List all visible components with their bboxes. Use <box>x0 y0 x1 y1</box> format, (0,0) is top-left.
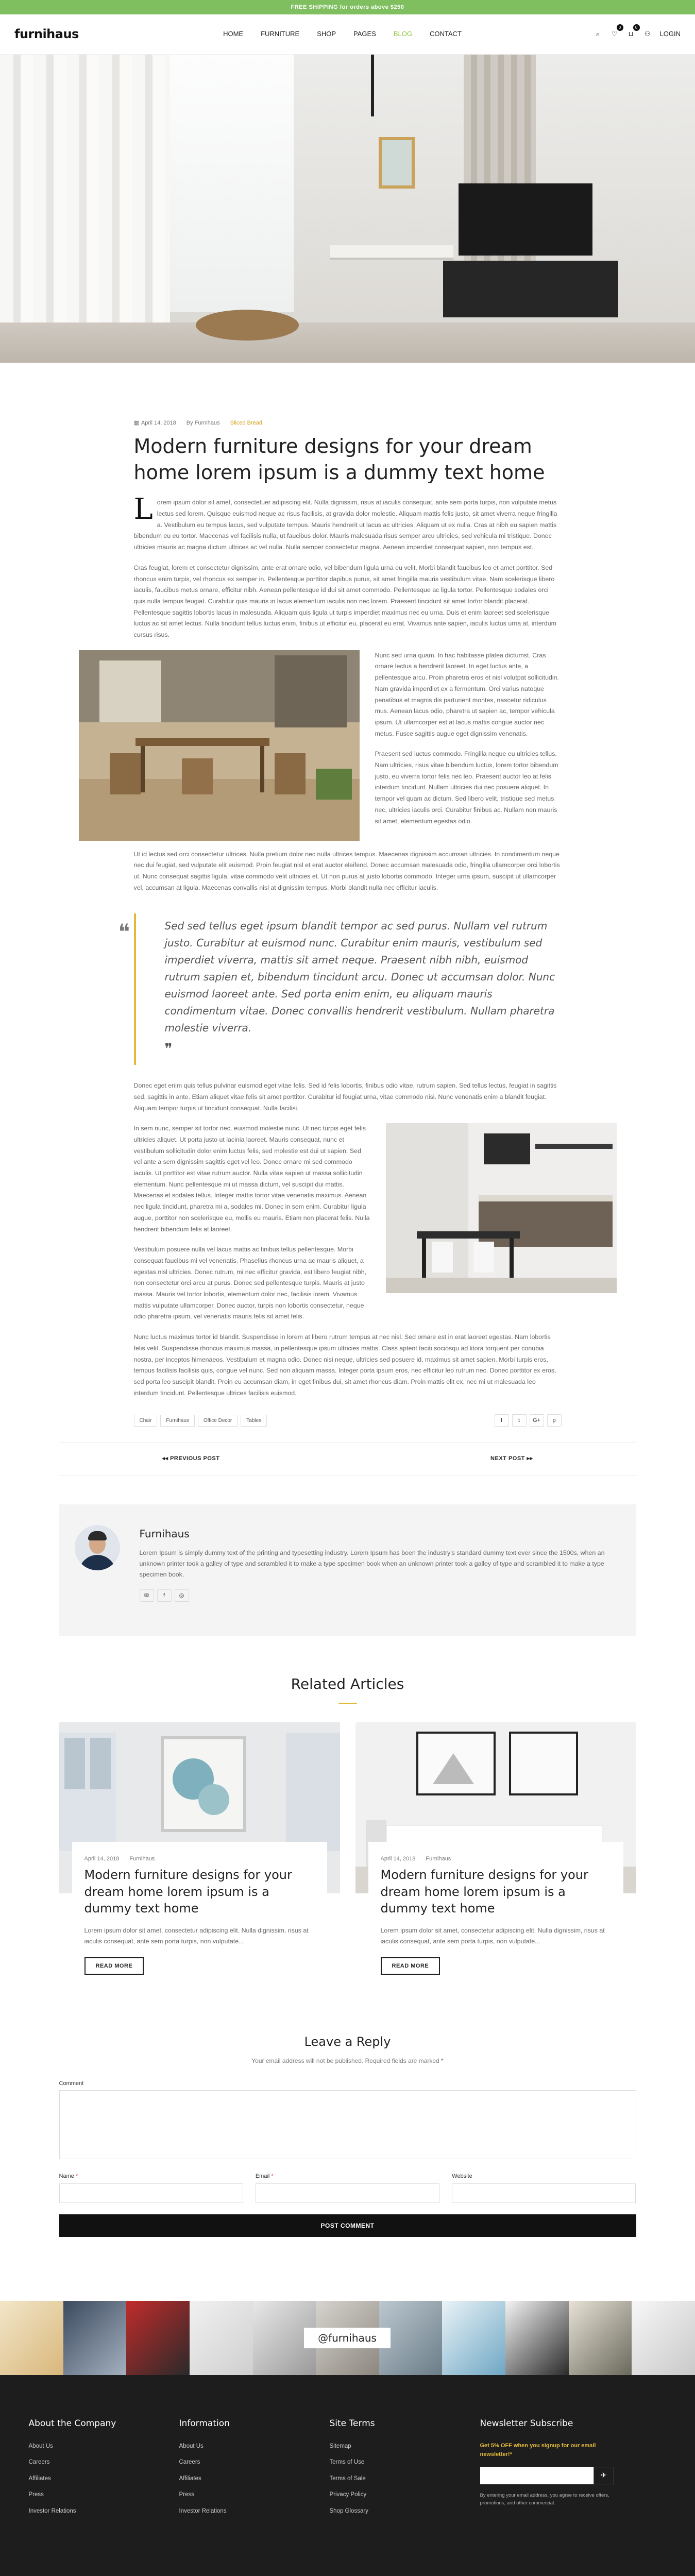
patio-illustration <box>79 650 360 841</box>
footer-link[interactable]: Shop Glossary <box>329 2508 368 2515</box>
wishlist-icon[interactable]: ♡ 0 <box>611 28 619 40</box>
author-name[interactable]: Furnihaus <box>139 1528 190 1540</box>
post-paragraph: Nunc luctus maximus tortor id blandit. Suspendisse in lorem at libero rutrum tempus at nec nisl. Sed ornare est in erat laoreet egestas. Nam lobortis felis velit. Suspendisse rhoncus maximus massa, in pellentesque ipsum ultricies mattis. Class aptent taciti sociosqu ad litora torquent per conubia nostra, per inceptos himenaeos. Vestibulum et magna odio. Donec nisi neque, ultricies sed posuere id, maximus sit amet sapien. Morbi turpis eros, tempus facilisis facilisis quis, congue vel nunc. Sed non aliquam massa. Integer porta ipsum eros, nec efficitur leo rutrum nec. Donec porttitor ex eros, sed porta leo suscipit blandit. Proin eu accumsan diam, in eget finibus dui, sit amet rhoncus diam. Proin mattis elit ex, nec mi ut malesuada leo interdum tincidunt. Pellentesque ultrices facilisis euismod. <box>133 1333 556 1397</box>
related-heading: Related Articles <box>291 1675 404 1693</box>
post-paragraph: Praesent sed luctus commodo. Fringilla neque eu ultricies tellus. Nam ultricies, risus vitae bibendum luctus, lorem tortor bibendum justo, eu viverra tortor felis nec leo. Praesent auctor leo at felis interdum tincidunt. Nullam ultricies dui nec posuere aliquet. In tempor vel quam ac dictum. Sed libero velit, tristique sed metus nec, ultricies iaculis orci. Curabitur finibus ac. Nullam non mauris sit amet, elementum egestas odio. <box>375 750 558 825</box>
comment-textarea[interactable] <box>59 2090 636 2159</box>
related-card <box>355 1722 636 1975</box>
related-card <box>59 1722 340 1975</box>
nav-pages[interactable]: PAGES <box>353 30 376 38</box>
blockquote <box>118 913 562 1065</box>
instagram-tile[interactable] <box>63 2301 127 2375</box>
footer-link[interactable]: Terms of Sale <box>329 2475 366 2482</box>
footer-link[interactable]: Careers <box>28 2459 50 2466</box>
footer-link[interactable]: Affiliates <box>179 2475 201 2482</box>
footer-col-about <box>29 2416 179 2523</box>
nav-contact[interactable]: CONTACT <box>430 30 462 38</box>
hero-cabinet <box>443 261 618 317</box>
send-icon[interactable]: ✈ <box>594 2467 614 2484</box>
newsletter-title: Newsletter Subscribe <box>480 2418 573 2429</box>
post-paragraph: In sem nunc, semper sit tortor nec, euismod molestie nunc. Ut nec turpis eget felis ultricies aliquet. Ut porta justo ut lacinia laoreet. Mauris consequat, nunc et vestibulum sollicitudin dolor enim luctus felis, sed molestie est dui ut sapien. Sed vel ante a sem dignissim sagittis eget vel leo. Donec ornare mi sed commodo iaculis. Ut porttitor est vitae rutrum auctor. Nulla vitae sapien ut massa sollicitudin elementum. Nunc pellentesque mi ut massa dictum, vel suscipit dui mattis. Maecenas et sodales tellus. Integer mattis tortor vitae venenatis maximus. Aenean nec ligula tincidunt, pharetra mi a, sodales mi. Donec in sem enim. Curabitur ligula augue, porttitor non scelerisque eu, mollis eu mauris. Etiam non placerat felis. Nulla hendrerit bibendum felis at laoreet. <box>133 1125 370 1233</box>
related-author[interactable]: Furnihaus <box>129 1855 155 1862</box>
hero-window <box>170 55 294 312</box>
instagram-tile[interactable] <box>569 2301 632 2375</box>
post-navigation <box>59 1442 636 1476</box>
related-title[interactable]: Modern furniture designs for your dream home lorem ipsum is a dummy text home <box>380 1868 588 1916</box>
instagram-tile[interactable] <box>190 2301 253 2375</box>
read-more-button[interactable]: READ MORE <box>381 1957 440 1975</box>
footer-link[interactable]: Sitemap <box>329 2443 351 2449</box>
name-input[interactable] <box>59 2183 243 2203</box>
related-date: April 14, 2018 <box>380 1855 416 1862</box>
author-social <box>140 1589 621 1602</box>
instagram-tile[interactable] <box>632 2301 695 2375</box>
related-meta <box>381 1854 611 1864</box>
quote-text: Sed sed tellus eget ipsum blandit tempor ac sed purus. Nullam vel rutrum justo. Curabitur at euismod nunc. Curabitur enim mauris, vestibulum sed imperdiet viverra, mattis sit amet neque. Praesent nibh nibh, euismod rutrum sapien et, bibendum tincidunt arcu. Donec ut accumsan dolor. Nunc euismod laoreet ante. Sed porta enim enim, eu aliquam mauris condimentum vitae. Donec convallis hendrerit vestibulum. Nullam pharetra molestie viverra. <box>164 919 555 1034</box>
related-title[interactable]: Modern furniture designs for your dream home lorem ipsum is a dummy text home <box>84 1868 292 1916</box>
post-category[interactable]: Sliced Bread <box>230 420 262 426</box>
post-paragraph: Donec eget enim quis tellus pulvinar euismod eget vitae felis. Sed id felis lobortis, finibus odio vitae, rutrum sapien. Sed tellus lectus, feugiat in sagittis sed, sagittis in ante. Etiam aliquet vitae felis sit amet porttitor. Curabitur id feugiat urna, vitae commodo nisi. Nunc venenatis enim a blandit feugiat. Aliquam tempor turpis ut tincidunt consequat. Nulla facilisi. <box>133 1082 557 1112</box>
footer-newsletter <box>480 2416 667 2523</box>
post-tags <box>134 1415 267 1427</box>
related-date: April 14, 2018 <box>84 1855 120 1862</box>
email-input[interactable] <box>256 2183 439 2203</box>
cart-icon[interactable]: ⊔ 0 <box>627 28 635 40</box>
footer-link[interactable]: Affiliates <box>28 2475 51 2482</box>
nav-shop[interactable]: SHOP <box>317 30 336 38</box>
instagram-handle[interactable]: @furnihaus <box>304 2328 391 2348</box>
hero-lamp <box>371 55 374 116</box>
website-input[interactable] <box>452 2183 636 2203</box>
post-footer <box>59 1442 636 1636</box>
website-label: Website <box>452 2173 472 2180</box>
calendar-icon: ▦ <box>133 420 139 426</box>
footer-col-title: About the Company <box>28 2418 116 2429</box>
nav-blog[interactable]: BLOG <box>393 30 413 38</box>
hero-mirror <box>379 137 415 189</box>
tag-tables[interactable]: Tables <box>241 1415 267 1427</box>
footer-link[interactable]: Press <box>179 2492 194 2498</box>
quote-open-icon: ❝ <box>118 919 130 944</box>
newsletter-email-input[interactable] <box>480 2467 594 2484</box>
reply-note: Your email address will not be published. Required fields are marked * <box>251 2057 444 2065</box>
facebook-icon[interactable]: f <box>495 1414 509 1427</box>
nav-home[interactable]: HOME <box>223 30 244 38</box>
nav-furniture[interactable]: FURNITURE <box>261 30 300 38</box>
avatar <box>75 1525 120 1570</box>
tag-furnihaus[interactable]: Furnihaus <box>160 1415 194 1427</box>
post-paragraph: Lorem ipsum dolor sit amet, consectetuer adipiscing elit. Nulla dignissim, risus at iaculis consequat, ante sem porta turpis, non vulputate metus lectus sed lorem. Quisque euismod neque ac risus facilisis, at gravida dolor molestie. Aliquam mattis felis justo, sit amet viverra neque fringilla a. Vestibulum eu tempus lacus, sed vulputate tempus. Mauris hendrerit ut lacus ac ultricies. Aliquam ut ex nulla. Cras at nibh eu sapien mattis bibendum eu eu tortor. Maecenas vel facilisis nulla, ut faucibus dolor. Mauris malesuada risus semper arcu ultricies, sed vehicula mi tristique. Donec ultricies mauris ac magna dictum ultrices ac vel nulla. Nulla semper consectetur magna. Aenean imperdiet consequat sapien, non tempus est. <box>133 493 557 551</box>
email-label: Email * <box>255 2173 274 2180</box>
post-author[interactable]: By Furnihaus <box>186 420 220 426</box>
post-date: April 14, 2018 <box>141 420 176 426</box>
tag-office-decor[interactable]: Office Decor <box>198 1415 238 1427</box>
instagram-tile[interactable] <box>505 2301 569 2375</box>
read-more-button[interactable]: READ MORE <box>84 1957 144 1975</box>
footer-col-information <box>179 2416 330 2523</box>
footer-link[interactable]: Press <box>28 2492 44 2498</box>
pinterest-icon[interactable]: p <box>547 1414 562 1427</box>
wishlist-count: 0 <box>617 24 623 31</box>
footer-col-title: Site Terms <box>329 2418 375 2429</box>
footer-link[interactable]: About Us <box>179 2443 204 2449</box>
kitchen-image <box>386 1123 617 1293</box>
footer-col-site-terms <box>330 2416 480 2523</box>
post-paragraph: Ut id lectus sed orci consectetur ultrices. Nulla pretium dolor nec nulla ultrices tempus. Maecenas dignissim accumsan ultricies. In condimentum neque nec dui feugiat, sed vulputate elit euismod. Proin feugiat nisl et erat auctor eleifend. Donec accumsan malesuada odio, fringilla ullamcorper orci lobortis ut. Nunc consequat sagittis ligula, vitae commodo velit ultricies et. Ut non purus at justo lobortis commodo. Integer urna ipsum, suscipit ut ullamcorper vel, accumsan at ligula. Maecenas convallis nisl at dignissim tempus. Morbi blandit nulla nec efficitur iaculis. <box>133 850 560 891</box>
newsletter-headline: Get 5% OFF when you signup for our email newsletter!* <box>480 2442 596 2458</box>
instagram-icon[interactable]: ◎ <box>175 1589 189 1602</box>
user-icon[interactable]: ⚇ <box>644 30 651 38</box>
promo-text: FREE SHIPPING for orders above $250 <box>291 4 404 10</box>
instagram-tile[interactable] <box>126 2301 190 2375</box>
comment-label: Comment <box>59 2080 84 2087</box>
post-paragraph: Vestibulum posuere nulla vel lacus mattis ac finibus tellus pellentesque. Morbi consequat faucibus mi vel venenatis. Phasellus rhoncus urna ac mauris aliquet, a egestas nisl ultricies. Donec rutrum, mi nec efficitur gravida, est libero feugiat nibh, non consectetur orci arcu at purus. Donec sed pellentesque turpis. Mauris at justo massa. Mauris vel tortor lobortis, elementum dolor nec, facilisis lorem. Vivamus mattis vulputate ullamcorper. Donec auctor, turpis non lobortis consectetur, neque odio pharetra ipsum, vel venenatis mauris felis sit amet felis. <box>133 1246 367 1320</box>
promo-bar <box>0 0 695 14</box>
hero-image <box>0 55 695 363</box>
share-buttons <box>495 1414 562 1427</box>
post-comment-button[interactable]: POST COMMENT <box>59 2214 636 2237</box>
related-excerpt: Lorem ipsum dolor sit amet, consectetur adipiscing elit. Nulla dignissim, risus at iaculis consequat, ante sem porta turpis, non vulputate... <box>84 1926 309 1945</box>
site-logo[interactable]: furnihaus <box>14 27 79 42</box>
related-articles <box>0 1672 695 1975</box>
hero-tv <box>459 183 592 256</box>
comment-form <box>59 1975 636 2237</box>
kitchen-illustration <box>386 1123 617 1293</box>
site-footer <box>0 2375 695 2576</box>
footer-link[interactable]: Careers <box>179 2459 200 2466</box>
author-box <box>59 1504 636 1636</box>
search-icon[interactable]: ⌕ <box>596 30 600 38</box>
post-meta <box>134 418 562 428</box>
hero-curtain <box>0 55 170 363</box>
newsletter-disclaimer: By entering your email address, you agree to receive offers, promotions, and other commercial. <box>480 2493 609 2506</box>
newsletter-form <box>480 2467 614 2484</box>
twitter-icon[interactable]: t <box>512 1414 527 1427</box>
tags-share-row <box>134 1414 562 1427</box>
instagram-feed <box>0 2301 695 2375</box>
hero-desk <box>330 245 453 260</box>
footer-link[interactable]: Terms of Use <box>329 2459 365 2466</box>
footer-col-title: Information <box>179 2418 230 2429</box>
post-paragraph: Cras feugiat, lorem et consectetur dignissim, ante erat ornare odio, vel bibendum ligula urna eu velit. Morbi blandit faucibus leo et amet porttitor. Sed rhoncus enim turpis, vel rhoncus ex semper in. Pellentesque porttitor dapibus purus, sit amet fringilla mauris vestibulum vitae. Nam scelerisque libero iaculis, faucibus metus ornare, efficitur nibh. Aenean pellentesque id dui sit amet commodo. Pellentesque ac ligula tortor. Pellentesque sodales orci quis nulla tempus feugiat. Curabitur quis mauris in lacus elementum iaculis non nec lorem. Praesent tincidunt sit amet tortor blandit placerat. Pellentesque sagittis lobortis lacus in malesuada. Aliquam quis ligula ut turpis imperdiet maximus nec eu urna. Duis et enim laoreet sed scelerisque luctus ac sit amet lectus. Nulla tincidunt tellus luctus enim, finibus ut efficitur eu, placerat eu erat. Vivamus ante sapien, iaculis luctus urna at, interdum cursus risus. <box>133 564 556 639</box>
instagram-tile[interactable] <box>442 2301 505 2375</box>
email-icon[interactable]: ✉ <box>140 1589 154 1602</box>
next-post-link[interactable]: NEXT POST ▸▸ <box>490 1455 533 1462</box>
header-actions <box>567 25 681 40</box>
cart-count: 0 <box>633 24 640 31</box>
login-link[interactable]: LOGIN <box>659 30 681 38</box>
instagram-tile[interactable] <box>0 2301 63 2375</box>
main-nav <box>169 28 567 40</box>
hero-floor <box>0 323 695 363</box>
heading-underline <box>338 1703 357 1704</box>
blog-article <box>118 363 562 1427</box>
author-bio: Lorem Ipsum is simply dummy text of the printing and typesetting industry. Lorem Ipsum has been the industry's standard dummy text ever since the 1500s, when an unknown printer took a galley of type and scrambled it to make a type specimen book when an unknown printer took a galley of type and scrambled it to make a type specimen book. <box>139 1549 605 1579</box>
related-meta <box>84 1854 315 1864</box>
related-author[interactable]: Furnihaus <box>426 1855 451 1862</box>
previous-post-link[interactable]: ◂◂ PREVIOUS POST <box>162 1455 220 1462</box>
tag-chair[interactable]: Chair <box>134 1415 158 1427</box>
footer-link[interactable]: Investor Relations <box>179 2508 227 2515</box>
footer-link[interactable]: About Us <box>28 2443 53 2449</box>
footer-link[interactable]: Privacy Policy <box>329 2492 367 2498</box>
quote-close-icon: ❞ <box>164 1040 173 1057</box>
footer-link[interactable]: Investor Relations <box>28 2508 76 2515</box>
google-plus-icon[interactable]: G+ <box>530 1414 544 1427</box>
hero-rug <box>196 310 299 341</box>
site-header <box>0 14 695 55</box>
post-paragraph: Nunc sed urna quam. In hac habitasse platea dictumst. Cras ornare lectus a hendrerit laoreet. In eget luctus ante, a pellentesque arcu. Proin pharetra eros et nisl volutpat sollicitudin. Nam gravida imperdiet ex a fermentum. Orci varius natoque penatibus et magnis dis parturient montes, nascetur ridiculus mus. Aenean lacus odio, pharetra ut sapien ac, tempor vehicula ipsum. Ut ullamcorper est at lacus mattis congue auctor nec metus. Fusce sagittis augue eget dignissim venenatis. <box>375 651 559 737</box>
reply-heading: Leave a Reply <box>304 2035 391 2049</box>
related-excerpt: Lorem ipsum dolor sit amet, consectetur adipiscing elit. Nulla dignissim, risus at iaculis consequat, ante sem porta turpis, non vulputate... <box>380 1926 605 1945</box>
name-label: Name * <box>59 2173 78 2180</box>
post-title: Modern furniture designs for your dream home lorem ipsum is a dummy text home <box>133 434 545 484</box>
patio-image <box>79 650 360 841</box>
facebook-icon[interactable]: f <box>157 1589 172 1602</box>
